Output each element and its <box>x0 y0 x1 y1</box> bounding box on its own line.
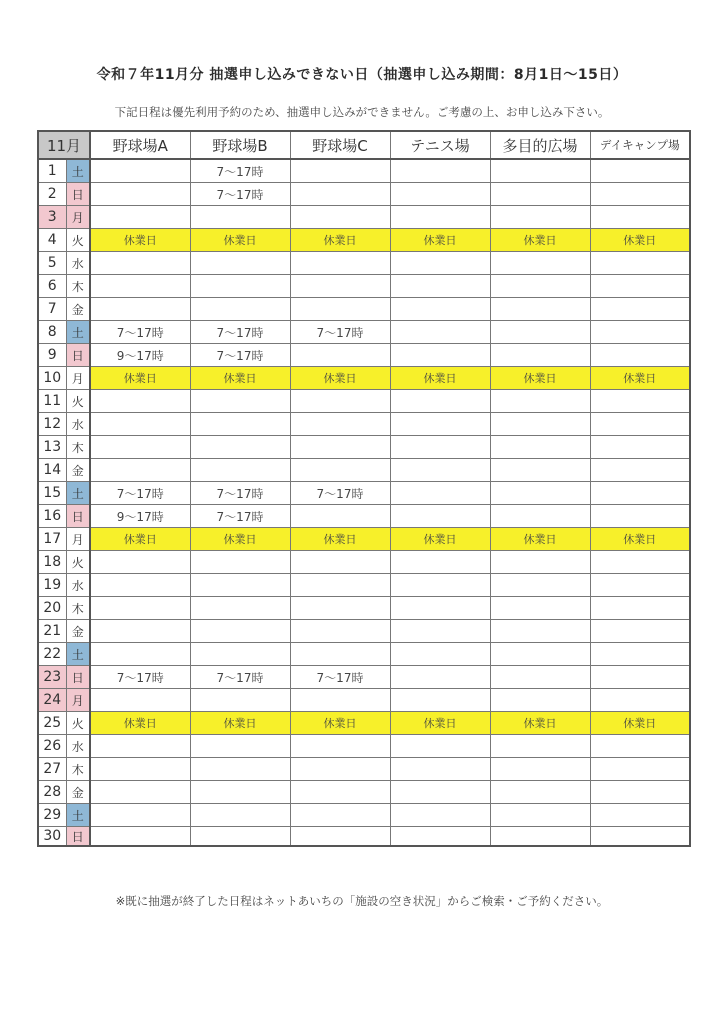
table-row <box>38 689 690 712</box>
table-header-row <box>38 131 690 159</box>
table-row <box>38 321 690 344</box>
schedule-cell <box>490 620 590 643</box>
schedule-cell <box>290 344 390 367</box>
schedule-cell <box>90 298 190 321</box>
schedule-cell <box>490 321 590 344</box>
schedule-cell <box>190 574 290 597</box>
closed-day-cell: 休業日 <box>290 712 390 735</box>
schedule-cell <box>390 321 490 344</box>
day-number: 24 <box>38 689 66 712</box>
schedule-cell: 7～17時 <box>190 344 290 367</box>
closed-day-cell: 休業日 <box>290 528 390 551</box>
table-row <box>38 344 690 367</box>
schedule-cell <box>590 551 690 574</box>
table-row <box>38 620 690 643</box>
schedule-cell <box>390 735 490 758</box>
schedule-cell <box>290 735 390 758</box>
schedule-cell <box>390 159 490 183</box>
schedule-cell <box>390 298 490 321</box>
schedule-cell <box>590 413 690 436</box>
schedule-cell <box>290 183 390 206</box>
schedule-cell <box>190 827 290 847</box>
schedule-cell <box>290 390 390 413</box>
schedule-cell <box>390 183 490 206</box>
schedule-cell <box>90 413 190 436</box>
table-row <box>38 643 690 666</box>
schedule-cell <box>290 574 390 597</box>
weekday-label: 金 <box>66 781 90 804</box>
schedule-cell <box>590 252 690 275</box>
weekday-label: 日 <box>66 827 90 847</box>
schedule-cell <box>190 436 290 459</box>
schedule-cell <box>490 206 590 229</box>
table-row <box>38 827 690 847</box>
schedule-cell <box>590 505 690 528</box>
schedule-cell <box>90 758 190 781</box>
weekday-label: 金 <box>66 620 90 643</box>
day-number: 15 <box>38 482 66 505</box>
closed-day-cell: 休業日 <box>90 528 190 551</box>
schedule-cell <box>390 436 490 459</box>
schedule-cell <box>90 459 190 482</box>
schedule-cell <box>490 459 590 482</box>
schedule-cell: 7～17時 <box>290 482 390 505</box>
facility-header-baseball-a: 野球場A <box>90 131 190 159</box>
schedule-cell <box>390 666 490 689</box>
schedule-cell <box>590 183 690 206</box>
day-number: 20 <box>38 597 66 620</box>
schedule-cell: 7～17時 <box>90 482 190 505</box>
schedule-cell <box>390 206 490 229</box>
schedule-cell <box>190 252 290 275</box>
closed-day-cell: 休業日 <box>390 712 490 735</box>
day-number: 27 <box>38 758 66 781</box>
day-number: 29 <box>38 804 66 827</box>
schedule-cell <box>90 689 190 712</box>
schedule-cell <box>190 459 290 482</box>
schedule-cell <box>390 781 490 804</box>
schedule-cell <box>590 298 690 321</box>
closed-day-cell: 休業日 <box>290 229 390 252</box>
weekday-label: 日 <box>66 505 90 528</box>
month-header: 11月 <box>38 131 90 159</box>
schedule-cell <box>190 390 290 413</box>
schedule-cell <box>290 298 390 321</box>
day-number: 11 <box>38 390 66 413</box>
schedule-cell <box>90 275 190 298</box>
schedule-cell <box>390 482 490 505</box>
weekday-label: 水 <box>66 413 90 436</box>
schedule-cell <box>390 689 490 712</box>
facility-header-daycamp: デイキャンプ場 <box>590 131 690 159</box>
schedule-cell <box>590 827 690 847</box>
schedule-cell: 7～17時 <box>90 666 190 689</box>
schedule-cell <box>90 183 190 206</box>
schedule-cell <box>90 620 190 643</box>
day-number: 10 <box>38 367 66 390</box>
weekday-label: 日 <box>66 183 90 206</box>
table-row <box>38 436 690 459</box>
table-row <box>38 482 690 505</box>
schedule-cell <box>290 551 390 574</box>
table-row <box>38 275 690 298</box>
schedule-cell <box>590 781 690 804</box>
schedule-cell <box>390 758 490 781</box>
day-number: 30 <box>38 827 66 847</box>
weekday-label: 月 <box>66 367 90 390</box>
schedule-cell <box>390 505 490 528</box>
weekday-label: 水 <box>66 252 90 275</box>
closed-day-cell: 休業日 <box>190 367 290 390</box>
schedule-cell <box>90 574 190 597</box>
schedule-cell <box>290 275 390 298</box>
schedule-cell <box>290 827 390 847</box>
schedule-cell <box>90 735 190 758</box>
table-row <box>38 159 690 183</box>
schedule-cell <box>490 827 590 847</box>
table-row <box>38 206 690 229</box>
schedule-cell <box>490 298 590 321</box>
weekday-label: 金 <box>66 459 90 482</box>
closed-day-cell: 休業日 <box>490 712 590 735</box>
table-row <box>38 551 690 574</box>
day-number: 9 <box>38 344 66 367</box>
day-number: 22 <box>38 643 66 666</box>
closed-day-cell: 休業日 <box>590 712 690 735</box>
schedule-cell <box>590 689 690 712</box>
schedule-cell <box>190 298 290 321</box>
schedule-cell <box>490 666 590 689</box>
schedule-cell: 7～17時 <box>190 321 290 344</box>
schedule-cell: 7～17時 <box>190 482 290 505</box>
schedule-cell <box>590 159 690 183</box>
schedule-cell <box>590 459 690 482</box>
schedule-cell <box>590 735 690 758</box>
schedule-cell <box>190 804 290 827</box>
schedule-cell <box>290 758 390 781</box>
schedule-cell <box>590 275 690 298</box>
closed-day-cell: 休業日 <box>90 712 190 735</box>
table-row <box>38 367 690 390</box>
schedule-cell <box>290 436 390 459</box>
schedule-cell <box>490 436 590 459</box>
schedule-cell <box>490 159 590 183</box>
schedule-cell: 9～17時 <box>90 344 190 367</box>
closed-day-cell: 休業日 <box>590 367 690 390</box>
schedule-cell <box>190 781 290 804</box>
schedule-cell <box>490 551 590 574</box>
schedule-cell <box>590 206 690 229</box>
schedule-cell <box>590 666 690 689</box>
schedule-cell <box>590 758 690 781</box>
footnote: ※既に抽選が終了した日程はネットあいちの「施設の空き状況」からご検索・ご予約ください。 <box>115 894 609 908</box>
day-number: 21 <box>38 620 66 643</box>
schedule-cell <box>390 827 490 847</box>
day-number: 4 <box>38 229 66 252</box>
schedule-cell <box>290 597 390 620</box>
weekday-label: 土 <box>66 159 90 183</box>
schedule-cell <box>290 206 390 229</box>
closed-day-cell: 休業日 <box>190 229 290 252</box>
table-row <box>38 390 690 413</box>
schedule-cell: 9～17時 <box>90 505 190 528</box>
schedule-cell: 7～17時 <box>290 321 390 344</box>
document-title: 令和７年11月分 抽選申し込みできない日（抽選申し込み期間：8月1日〜15日） <box>96 67 628 83</box>
schedule-cell <box>90 804 190 827</box>
day-number: 8 <box>38 321 66 344</box>
schedule-cell: 7～17時 <box>190 159 290 183</box>
weekday-label: 火 <box>66 390 90 413</box>
day-number: 26 <box>38 735 66 758</box>
schedule-cell <box>90 252 190 275</box>
schedule-cell <box>390 459 490 482</box>
schedule-cell: 7～17時 <box>190 666 290 689</box>
schedule-cell <box>490 574 590 597</box>
weekday-label: 金 <box>66 298 90 321</box>
day-number: 7 <box>38 298 66 321</box>
facility-header-baseball-c: 野球場C <box>290 131 390 159</box>
weekday-label: 月 <box>66 528 90 551</box>
schedule-cell <box>490 643 590 666</box>
schedule-cell <box>490 781 590 804</box>
weekday-label: 木 <box>66 597 90 620</box>
table-row <box>38 712 690 735</box>
day-number: 17 <box>38 528 66 551</box>
schedule-cell <box>590 482 690 505</box>
closed-day-cell: 休業日 <box>590 528 690 551</box>
schedule-cell <box>90 551 190 574</box>
weekday-label: 火 <box>66 229 90 252</box>
schedule-cell <box>90 827 190 847</box>
schedule-cell <box>590 804 690 827</box>
schedule-cell <box>90 390 190 413</box>
schedule-cell <box>590 574 690 597</box>
schedule-cell <box>290 643 390 666</box>
schedule-cell <box>390 597 490 620</box>
schedule-cell <box>390 574 490 597</box>
weekday-label: 土 <box>66 804 90 827</box>
schedule-body <box>38 159 690 846</box>
table-row <box>38 183 690 206</box>
facility-header-tennis: テニス場 <box>390 131 490 159</box>
schedule-cell <box>90 206 190 229</box>
schedule-cell <box>590 643 690 666</box>
closed-day-cell: 休業日 <box>390 229 490 252</box>
schedule-cell <box>590 390 690 413</box>
weekday-label: 火 <box>66 551 90 574</box>
weekday-label: 月 <box>66 689 90 712</box>
schedule-cell <box>190 689 290 712</box>
schedule-cell <box>490 275 590 298</box>
schedule-cell <box>290 252 390 275</box>
schedule-cell <box>90 781 190 804</box>
schedule-cell <box>390 390 490 413</box>
schedule-cell <box>390 413 490 436</box>
schedule-cell <box>190 597 290 620</box>
schedule-table <box>37 130 691 847</box>
day-number: 13 <box>38 436 66 459</box>
closed-day-cell: 休業日 <box>390 367 490 390</box>
closed-day-cell: 休業日 <box>190 528 290 551</box>
day-number: 19 <box>38 574 66 597</box>
day-number: 16 <box>38 505 66 528</box>
schedule-cell <box>190 551 290 574</box>
schedule-cell <box>290 781 390 804</box>
schedule-cell <box>190 758 290 781</box>
weekday-label: 土 <box>66 482 90 505</box>
schedule-cell <box>590 321 690 344</box>
schedule-cell <box>290 505 390 528</box>
schedule-cell <box>90 643 190 666</box>
weekday-label: 水 <box>66 735 90 758</box>
table-row <box>38 298 690 321</box>
schedule-cell <box>490 344 590 367</box>
table-row <box>38 574 690 597</box>
day-number: 25 <box>38 712 66 735</box>
schedule-cell: 7～17時 <box>190 505 290 528</box>
table-row <box>38 804 690 827</box>
table-row <box>38 229 690 252</box>
schedule-cell: 7～17時 <box>190 183 290 206</box>
day-number: 1 <box>38 159 66 183</box>
closed-day-cell: 休業日 <box>90 229 190 252</box>
closed-day-cell: 休業日 <box>90 367 190 390</box>
schedule-cell <box>290 413 390 436</box>
day-number: 5 <box>38 252 66 275</box>
schedule-cell <box>290 159 390 183</box>
schedule-cell <box>490 597 590 620</box>
closed-day-cell: 休業日 <box>590 229 690 252</box>
weekday-label: 木 <box>66 275 90 298</box>
schedule-cell <box>490 413 590 436</box>
schedule-cell <box>390 551 490 574</box>
closed-day-cell: 休業日 <box>490 528 590 551</box>
weekday-label: 木 <box>66 436 90 459</box>
closed-day-cell: 休業日 <box>290 367 390 390</box>
schedule-cell <box>490 804 590 827</box>
schedule-cell <box>290 804 390 827</box>
table-row <box>38 758 690 781</box>
schedule-cell: 7～17時 <box>290 666 390 689</box>
schedule-cell <box>190 735 290 758</box>
weekday-label: 土 <box>66 321 90 344</box>
weekday-label: 日 <box>66 344 90 367</box>
schedule-cell <box>390 344 490 367</box>
table-row <box>38 597 690 620</box>
schedule-cell <box>90 159 190 183</box>
schedule-cell: 7～17時 <box>90 321 190 344</box>
closed-day-cell: 休業日 <box>490 229 590 252</box>
schedule-cell <box>190 275 290 298</box>
table-row <box>38 505 690 528</box>
day-number: 23 <box>38 666 66 689</box>
table-row <box>38 252 690 275</box>
schedule-cell <box>490 252 590 275</box>
closed-day-cell: 休業日 <box>390 528 490 551</box>
table-row <box>38 459 690 482</box>
schedule-cell <box>190 206 290 229</box>
schedule-cell <box>390 620 490 643</box>
day-number: 12 <box>38 413 66 436</box>
schedule-cell <box>390 252 490 275</box>
day-number: 6 <box>38 275 66 298</box>
table-row <box>38 666 690 689</box>
weekday-label: 火 <box>66 712 90 735</box>
schedule-cell <box>590 344 690 367</box>
schedule-cell <box>290 459 390 482</box>
weekday-label: 月 <box>66 206 90 229</box>
schedule-cell <box>390 643 490 666</box>
schedule-cell <box>490 482 590 505</box>
weekday-label: 日 <box>66 666 90 689</box>
closed-day-cell: 休業日 <box>190 712 290 735</box>
schedule-cell <box>490 689 590 712</box>
table-row <box>38 735 690 758</box>
day-number: 28 <box>38 781 66 804</box>
schedule-cell <box>190 643 290 666</box>
day-number: 14 <box>38 459 66 482</box>
schedule-cell <box>590 620 690 643</box>
schedule-cell <box>490 758 590 781</box>
document-subtitle: 下記日程は優先利用予約のため、抽選申し込みができません。ご考慮の上、お申し込み下さい。 <box>114 105 610 119</box>
table-row <box>38 413 690 436</box>
schedule-cell <box>290 689 390 712</box>
schedule-cell <box>590 436 690 459</box>
closed-day-cell: 休業日 <box>490 367 590 390</box>
schedule-cell <box>490 505 590 528</box>
schedule-cell <box>490 183 590 206</box>
schedule-cell <box>390 275 490 298</box>
schedule-cell <box>190 620 290 643</box>
table-row <box>38 781 690 804</box>
schedule-cell <box>390 804 490 827</box>
facility-header-baseball-b: 野球場B <box>190 131 290 159</box>
schedule-cell <box>490 735 590 758</box>
weekday-label: 土 <box>66 643 90 666</box>
table-row <box>38 528 690 551</box>
schedule-cell <box>190 413 290 436</box>
weekday-label: 木 <box>66 758 90 781</box>
day-number: 3 <box>38 206 66 229</box>
schedule-cell <box>490 390 590 413</box>
schedule-cell <box>90 597 190 620</box>
day-number: 2 <box>38 183 66 206</box>
facility-header-multipurpose: 多目的広場 <box>490 131 590 159</box>
schedule-cell <box>290 620 390 643</box>
schedule-cell <box>590 597 690 620</box>
schedule-cell <box>90 436 190 459</box>
weekday-label: 水 <box>66 574 90 597</box>
day-number: 18 <box>38 551 66 574</box>
